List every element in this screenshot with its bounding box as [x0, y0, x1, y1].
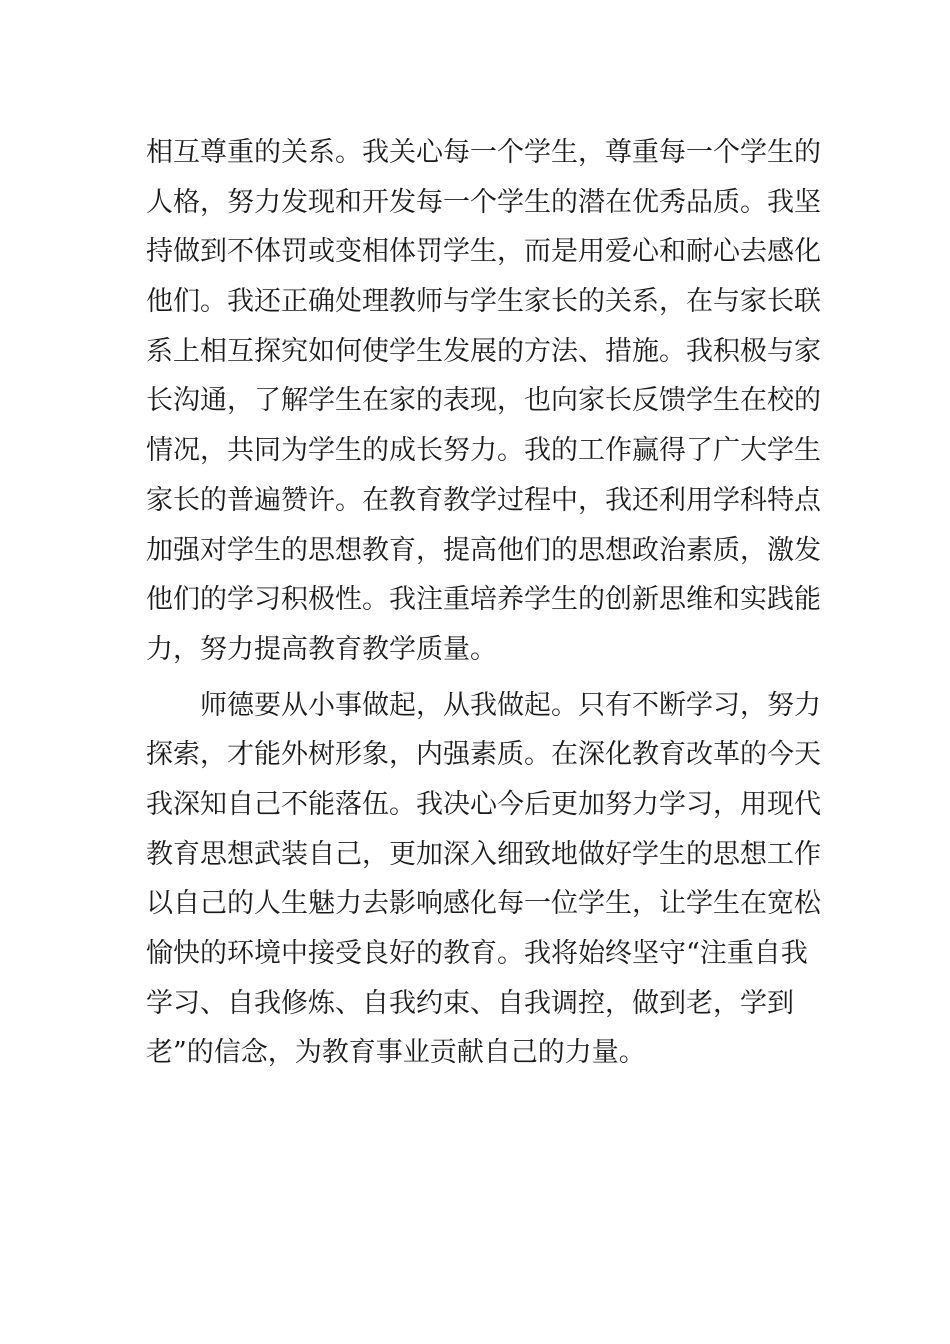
- text-line: 师德要从小事做起，从我做起。只有不断学习，努力: [200, 689, 821, 721]
- paragraph-2: [146, 681, 821, 1079]
- text-line: 力，努力提高教育教学质量。: [146, 633, 497, 665]
- text-line: 相互尊重的关系。我关心每一个学生，尊重每一个学生的: [146, 137, 821, 168]
- text-line: 持做到不体罚或变相体罚学生，而是用爱心和耐心去感化: [146, 236, 821, 268]
- text-line: 人格，努力发现和开发每一个学生的潜在优秀品质。我坚: [146, 186, 821, 218]
- text-line: 老”的信念，为教育事业贡献自己的力量。: [146, 1037, 646, 1069]
- body-text: [146, 128, 821, 1078]
- text-line: 教育思想武装自己，更加深入细致地做好学生的思想工作: [146, 838, 821, 870]
- text-line: 系上相互探究如何使学生发展的方法、措施。我积极与家: [146, 335, 821, 367]
- text-line: 学习、自我修炼、自我约束、自我调控，做到老，学到: [146, 987, 794, 1019]
- paragraph-1: [146, 128, 821, 675]
- text-line: 我深知自己不能落伍。我决心今后更加努力学习，用现代: [146, 788, 821, 820]
- text-line: 他们的学习积极性。我注重培养学生的创新思维和实践能: [146, 584, 821, 616]
- text-line: 情况，共同为学生的成长努力。我的工作赢得了广大学生: [146, 435, 821, 467]
- text-line: 长沟通，了解学生在家的表现，也向家长反馈学生在校的: [146, 385, 821, 417]
- text-line: 他们。我还正确处理教师与学生家长的关系，在与家长联: [146, 286, 821, 318]
- text-line: 家长的普遍赞许。在教育教学过程中，我还利用学科特点: [146, 484, 821, 516]
- text-line: 愉快的环境中接受良好的教育。我将始终坚守“注重自我: [146, 938, 808, 969]
- text-line: 探索，才能外树形象，内强素质。在深化教育改革的今天: [146, 739, 821, 771]
- text-line: 加强对学生的思想教育，提高他们的思想政治素质，激发: [146, 534, 821, 566]
- text-line: 以自己的人生魅力去影响感化每一位学生，让学生在宽松: [146, 888, 821, 920]
